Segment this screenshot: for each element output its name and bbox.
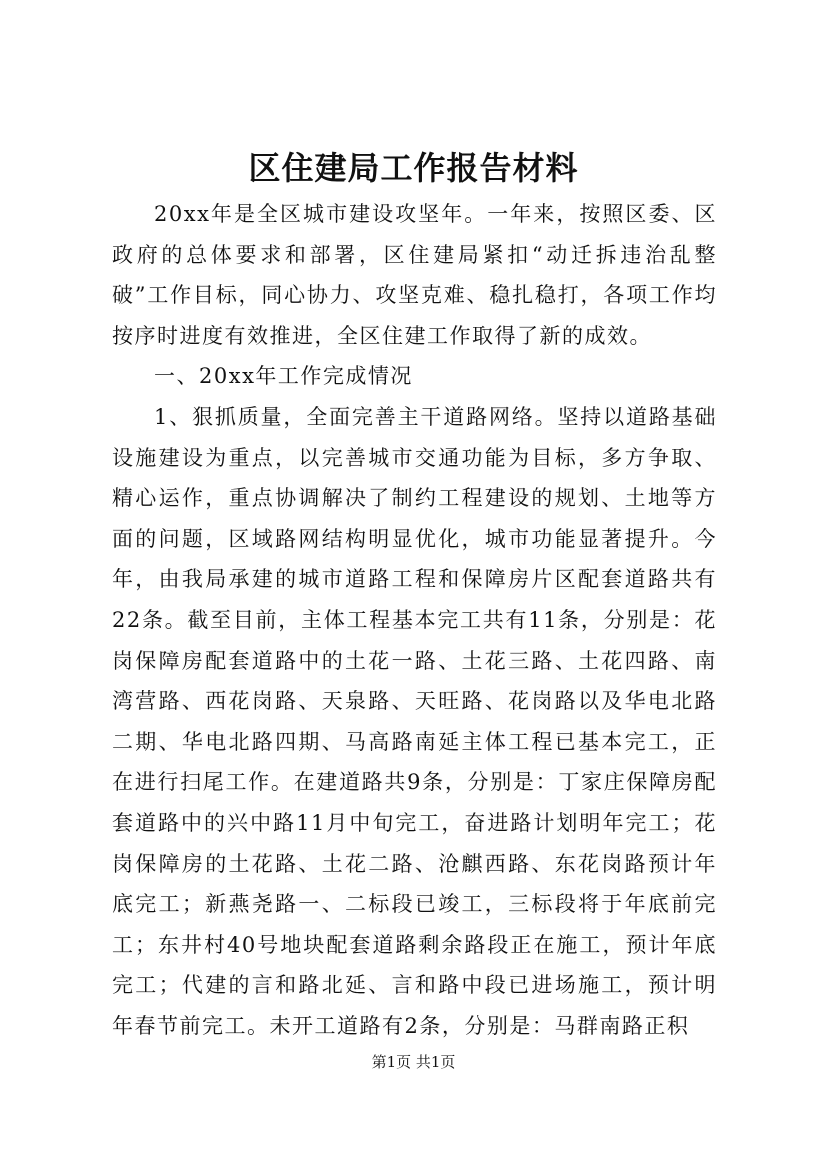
- document-body: [112, 194, 717, 1046]
- document-title: 区住建局工作报告材料: [248, 149, 579, 187]
- intro-paragraph: 20xx年是全区城市建设攻坚年。一年来，按照区委、区政府的总体要求和部署，区住建局紧扣“动迁拆违治乱整破”工作目标，同心协力、攻坚克难、稳扎稳打，各项工作均按序时进度有效推进，全区住建工作取得了新的成效。: [112, 202, 717, 348]
- section-heading: 一、20xx年工作完成情况: [154, 364, 413, 389]
- page-footer: 第1页 共1页: [371, 1053, 456, 1071]
- body-paragraph: 1、狠抓质量，全面完善主干道路网络。坚持以道路基础设施建设为重点，以完善城市交通功能为目标，多方争取、精心运作，重点协调解决了制约工程建设的规划、土地等方面的问题，区域路网结构明显优化，城市功能显著提升。今年，由我局承建的城市道路工程和保障房片区配套道路共有22条。截至目前，主体工程基本完工共有11条，分别是：花岗保障房配套道路中的土花一路、土花三路、土花四路、南湾营路、西花岗路、天泉路、天旺路、花岗路以及华电北路二期、华电北路四期、马高路南延主体工程已基本完工，正在进行扫尾工作。在建道路共9条，分别是：丁家庄保障房配套道路中的兴中路11月中旬完工，奋进路计划明年完工；花岗保障房的土花路、土花二路、沧麒西路、东花岗路预计年底完工；新燕尧路一、二标段已竣工，三标段将于年底前完工；东井村40号地块配套道路剩余路段正在施工，预计年底完工；代建的言和路北延、言和路中段已进场施工，预计明年春节前完工。未开工道路有2条，分别是：马群南路正积: [112, 404, 717, 1038]
